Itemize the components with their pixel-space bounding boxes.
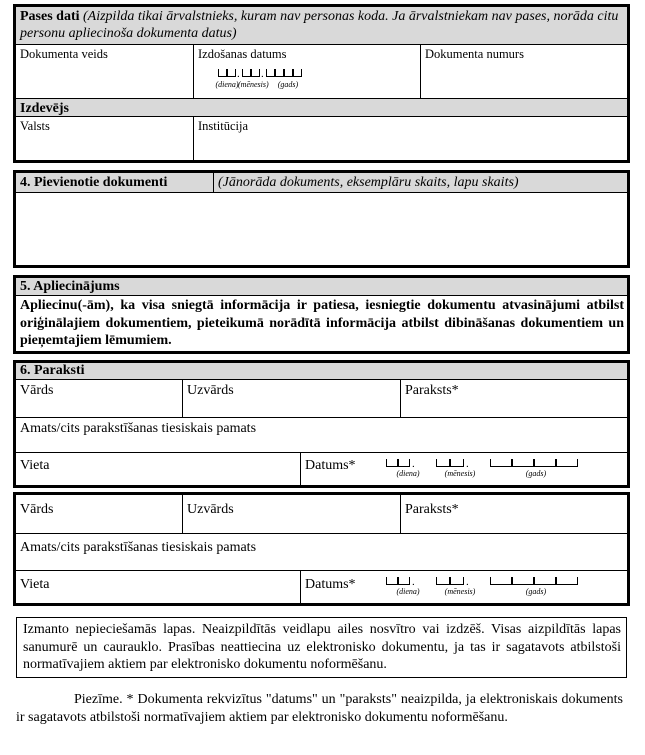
country-label: Valsts: [20, 119, 50, 133]
institution-label: Institūcija: [198, 119, 248, 133]
passport-section: [13, 4, 630, 163]
doc-type-label: Dokumenta veids: [20, 47, 108, 61]
issuer-header: [16, 98, 627, 117]
sig2-signature-label: Paraksts*: [405, 502, 459, 517]
signatures-block-2: [13, 492, 630, 606]
sig2-year-caption: (gads): [525, 587, 547, 596]
signatures-title: 6. Paraksti: [20, 363, 85, 378]
doc-number-label: Dokumenta numurs: [425, 47, 524, 61]
passport-title: Pases dati: [20, 9, 80, 24]
sig2-name-label: Vārds: [20, 502, 54, 517]
issue-month-caption: (mēnesis): [238, 80, 269, 89]
sig1-year-caption: (gads): [525, 469, 547, 478]
passport-note: (Aizpilda tikai ārvalstnieks, kuram nav personas koda. Ja ārvalstniekam nav pases, norāda citu personu apliecinoša dokumenta datus): [20, 9, 619, 41]
footnote-text: Piezīme. * Dokumenta rekvizītus "datums" un "paraksts" neaizpilda, ja elektroniskais dokuments ir sagatavots atbilstoši normatīvajiem aktiem par elektronisko dokumentu noformēšanu.: [16, 692, 623, 725]
sig2-day-caption: (diena): [396, 587, 420, 596]
sig2-surname-label: Uzvārds: [187, 502, 234, 517]
sig1-date-label: Datums*: [305, 458, 356, 473]
sig1-position-label: Amats/cits parakstīšanas tiesiskais pamats: [20, 421, 257, 436]
sig2-date-label: Datums*: [305, 577, 356, 592]
instructions-box: [16, 617, 627, 678]
signatures-section: [13, 360, 630, 488]
attached-title: 4. Pievienotie dokumenti: [20, 175, 168, 190]
sig2-date-input[interactable]: . . (diena) (mēnesis) (gads): [382, 575, 622, 601]
attached-documents-section: [13, 170, 630, 268]
certification-section: [13, 275, 630, 354]
issue-date-input[interactable]: . . (diena) (mēnesis) (gads): [214, 67, 374, 93]
sig1-month-caption: (mēnesis): [444, 469, 476, 478]
sig1-name-label: Vārds: [20, 383, 54, 398]
issue-year-caption: (gads): [277, 80, 299, 89]
issue-day-caption: (diena): [215, 80, 239, 89]
sig1-signature-label: Paraksts*: [405, 383, 459, 398]
attached-documents-field[interactable]: [16, 194, 627, 265]
sig1-place-label: Vieta: [20, 458, 50, 473]
sig1-date-input[interactable]: . . (diena) (mēnesis) (gads): [382, 457, 622, 483]
sig2-place-label: Vieta: [20, 577, 50, 592]
sig2-position-label: Amats/cits parakstīšanas tiesiskais pamats: [20, 540, 257, 555]
attached-note: (Jānorāda dokuments, eksemplāru skaits, lapu skaits): [218, 175, 519, 190]
sig1-surname-label: Uzvārds: [187, 383, 234, 398]
sig1-day-caption: (diena): [396, 469, 420, 478]
certification-title: 5. Apliecinājums: [20, 279, 120, 294]
passport-header: [16, 7, 627, 45]
instructions-text: Izmanto nepieciešamās lapas. Neaizpildītās veidlapu ailes nosvītro vai izdzēš. Visas aizpildītās lapas sanumurē un caurauklo. Prasības neattiecina uz elektronisko dokumentu, ja tas ir sagatavots atbilstoši normatīvajiem aktiem par elektronisko dokumentu noformēšanu.: [23, 622, 621, 672]
sig2-month-caption: (mēnesis): [444, 587, 476, 596]
certification-text: Apliecinu(-ām), ka visa sniegtā informācija ir patiesa, iesniegtie dokumentu atvasinājumi atbilst oriģinālajiem dokumentiem, pieteikumā norādītā informācija atbilst dibināšanas dokumentiem un pieņemtajiem lēmumiem.: [20, 298, 624, 348]
issuer-title: Izdevējs: [20, 101, 69, 116]
issue-date-label: Izdošanas datums: [198, 47, 287, 61]
